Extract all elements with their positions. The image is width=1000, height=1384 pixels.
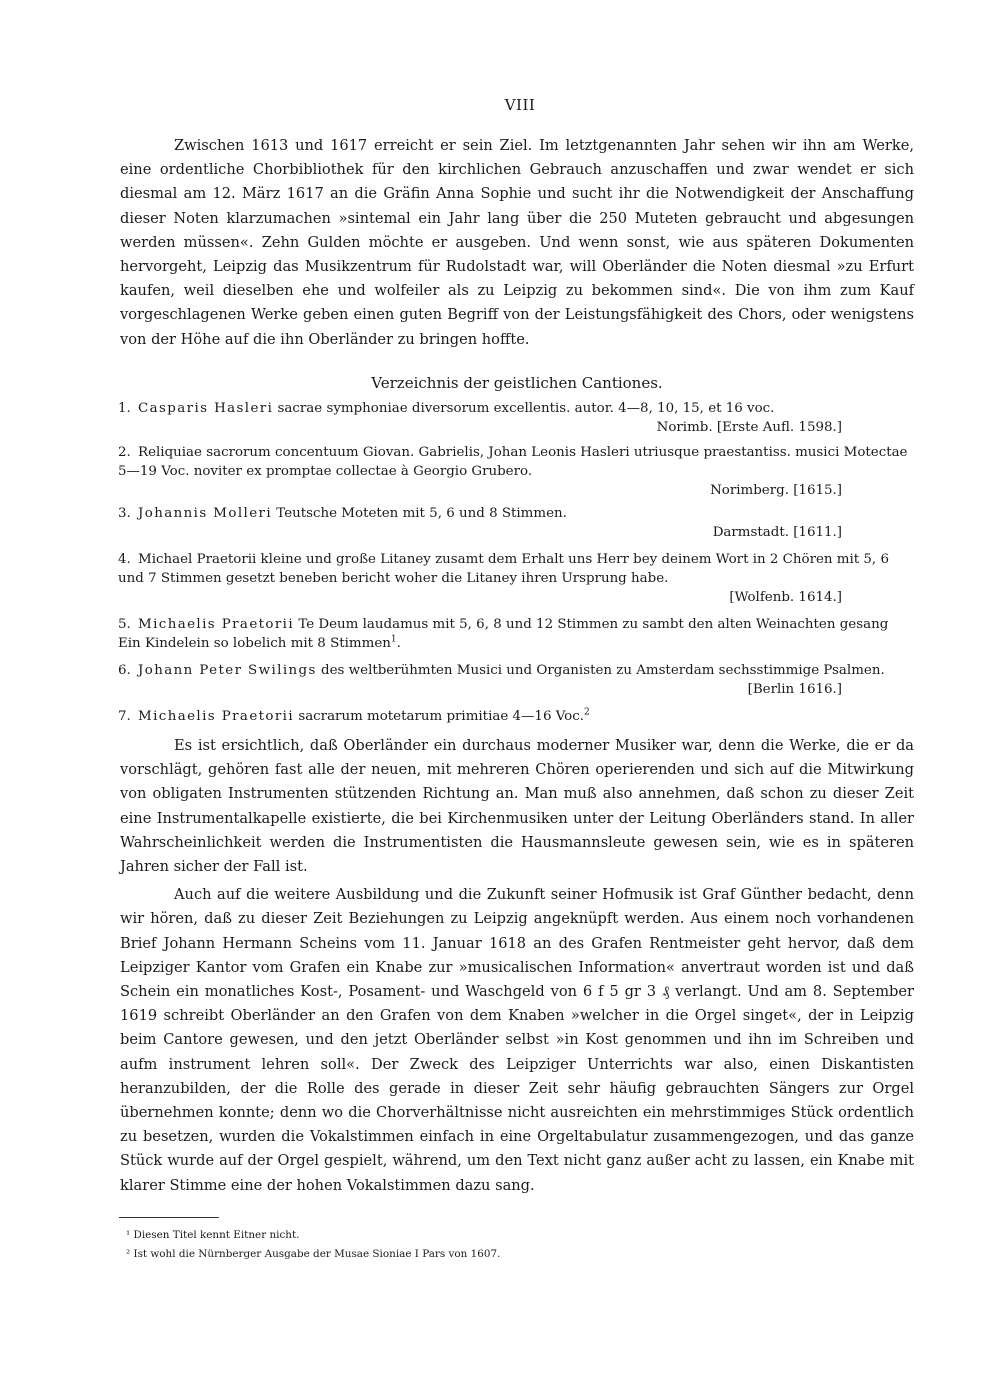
- paragraph-text: Auch auf die weitere Ausbildung und die Zukunft seiner Hofmusik ist Graf Günther bedacht, denn wir hören, daß zu dieser Zeit Beziehungen zu Leipzig angeknüpft werden. Aus einem noch vorhandenen Brief Johann Hermann Scheins vom 11. Januar 1618 an des Grafen Rentmeister geht hervor, daß dem Leipziger Kantor vom Grafen ein Knabe zur »musicalischen Information« anvertraut worden ist und daß Schein ein monatliches Kost-, Posament- und Waschgeld von 6 f 5 gr 3 ₰ verlangt. Und am 8. September 1619 schreibt Oberländer an den Grafen von dem Knaben »welcher in die Orgel singet«, der in Leipzig beim Cantore gewesen, und den jetzt Oberländer selbst »in Kost genommen und ihn im Schreiben und aufm instrument lehren soll«. Der Zweck des Leipziger Unterrichts war also, einen Diskantisten heranzubilden, der die Rolle des gerade in dieser Zeit sehr häufig gebrauchten Sängers zur Orgel übernehmen konnte; denn wo die Chorverhältnisse nicht ausreichten ein mehrstimmiges Stück ordentlich zu besetzen, wurden die Vokalstimmen einfach in eine Orgeltabulatur zusammengezogen, und das ganze Stück wurde auf der Orgel gespielt, während, um den Text nicht ganz außer acht zu lassen, ein Knabe mit klarer Stimme eine der hohen Vokalstimmen dazu sang.: [120, 886, 914, 1194]
- footnote-ref: 1: [390, 634, 397, 645]
- footnote-2: [126, 1245, 500, 1264]
- entry-text: des weltberühmten Musici und Organisten zu Amsterdam sechsstimmige Psalmen.: [316, 663, 885, 678]
- entry-number: 3.: [118, 506, 131, 521]
- list-heading: Verzeichnis der geistlichen Cantiones.: [371, 374, 663, 392]
- entry-imprint: [Wolfenb. 1614.]: [729, 590, 842, 605]
- composer-name: Michaelis Praetorii: [138, 617, 295, 632]
- entry-text: sacrarum motetarum primitiae 4—16 Voc.: [294, 709, 584, 724]
- catalog-entry-4: [118, 550, 914, 607]
- footnote-ref: 2: [583, 707, 590, 718]
- composer-name: Casparis Hasleri: [138, 401, 274, 416]
- footnote-mark: ¹: [126, 1229, 131, 1241]
- entry-text: Te Deum laudamus mit 5, 6, 8 und 12 Stimmen zu sambt den alten Weinachten gesang Ein Kindelein so lobelich mit 8 Stimmen: [118, 617, 889, 651]
- entry-imprint: [Berlin 1616.]: [747, 682, 842, 697]
- footnote-text: Diesen Titel kennt Eitner nicht.: [133, 1229, 300, 1241]
- composer-name: Johannis Molleri: [138, 506, 273, 521]
- page-number: VIII: [504, 96, 536, 114]
- entry-number: 7.: [118, 709, 131, 724]
- entry-number: 1.: [118, 401, 131, 416]
- entry-text: Teutsche Moteten mit 5, 6 und 8 Stimmen.: [272, 506, 567, 521]
- catalog-entry-7: [118, 707, 914, 726]
- entry-imprint: Darmstadt. [1611.]: [712, 525, 842, 540]
- entry-imprint: Norimb. [Erste Aufl. 1598.]: [656, 420, 842, 435]
- catalog-entry-1: [118, 399, 914, 437]
- entry-number: 2.: [118, 445, 131, 460]
- footnote-divider: [119, 1217, 219, 1218]
- catalog-entry-5: 5. Michaelis Praetorii Te Deum laudamus mit 5, 6, 8 und 12 Stimmen zu sambt den alten Weinachten gesang Ein Kindelein so lobelich mit 8 Stimmen$^1$.: [118, 617, 889, 651]
- paragraph-main: [120, 734, 914, 1198]
- catalog-list: [118, 399, 914, 726]
- paragraph-text: Es ist ersichtlich, daß Oberländer ein durchaus moderner Musiker war, denn die Werke, die er da vorschlägt, gehören fast alle der neuen, mit mehreren Chören operierenden und sich auf die Mitwirkung von obligaten Instrumenten stützenden Richtung an. Man muß also annehmen, daß schon zu dieser Zeit eine Instrumentalkapelle existierte, die bei Kirchenmusiken unter der Leitung Oberländers stand. In aller Wahrscheinlichkeit werden die Instrumentisten die Hausmannsleute gewesen sein, wie es in späteren Jahren sicher der Fall ist.: [120, 737, 914, 876]
- footnote-mark: ²: [126, 1248, 131, 1260]
- footnotes: [126, 1226, 500, 1264]
- entry-text: Michael Praetorii kleine und große Litaney zusamt dem Erhalt uns Herr bey deinem Wort in 2 Chören mit 5, 6 und 7 Stimmen gesetzt beneben bericht woher die Litaney ihren Ursprung habe.: [118, 552, 889, 586]
- catalog-entry-3: [118, 504, 914, 542]
- paragraph-text: Zwischen 1613 und 1617 erreicht er sein Ziel. Im letztgenannten Jahr sehen wir ihn am Werke, eine ordentliche Chorbibliothek für den kirchlichen Gebrauch anzuschaffen und zwar wendet er sich diesmal am 12. März 1617 an die Gräfin Anna Sophie und sucht ihr die Notwendigkeit der Anschaffung dieser Noten klarzumachen »sintemal ein Jahr lang über die 250 Muteten gebraucht und abgesungen werden müssen«. Zehn Gulden möchte er ausgeben. Und wenn sonst, wie aus späteren Dokumenten hervorgeht, Leipzig das Musikzentrum für Rudolstadt war, will Oberländer die Noten diesmal »zu Erfurt kaufen, weil dieselben ehe und wolfeiler als zu Leipzig zu bekommen sind«. Die von ihm zum Kauf vorgeschlagenen Werke geben einen guten Begriff von der Leistungsfähigkeit des Chors, oder wenigstens von der Höhe auf die ihn Oberländer zu bringen hoffte.: [120, 137, 914, 348]
- footnote-text: Ist wohl die Nürnberger Ausgabe der Musae Sioniae I Pars von 1607.: [133, 1248, 501, 1260]
- catalog-entry-6: [118, 661, 914, 699]
- paragraph-intro: [120, 134, 914, 352]
- entry-imprint: Norimberg. [1615.]: [710, 483, 842, 498]
- entry-number: 4.: [118, 552, 131, 567]
- composer-name: Michaelis Praetorii: [138, 709, 295, 724]
- entry-text: sacrae symphoniae diversorum excellentis. autor. 4—8, 10, 15, et 16 voc.: [273, 401, 775, 416]
- catalog-entry-2: [118, 443, 914, 500]
- footnote-1: [126, 1226, 500, 1245]
- entry-number: 5.: [118, 617, 131, 632]
- composer-name: Johann Peter Swilings: [138, 663, 317, 678]
- entry-text: Reliquiae sacrorum concentuum Giovan. Gabrielis, Johan Leonis Hasleri utriusque praestantiss. musici Motectae 5—19 Voc. noviter ex promptae collectae à Georgio Grubero.: [118, 445, 908, 479]
- entry-number: 6.: [118, 663, 131, 678]
